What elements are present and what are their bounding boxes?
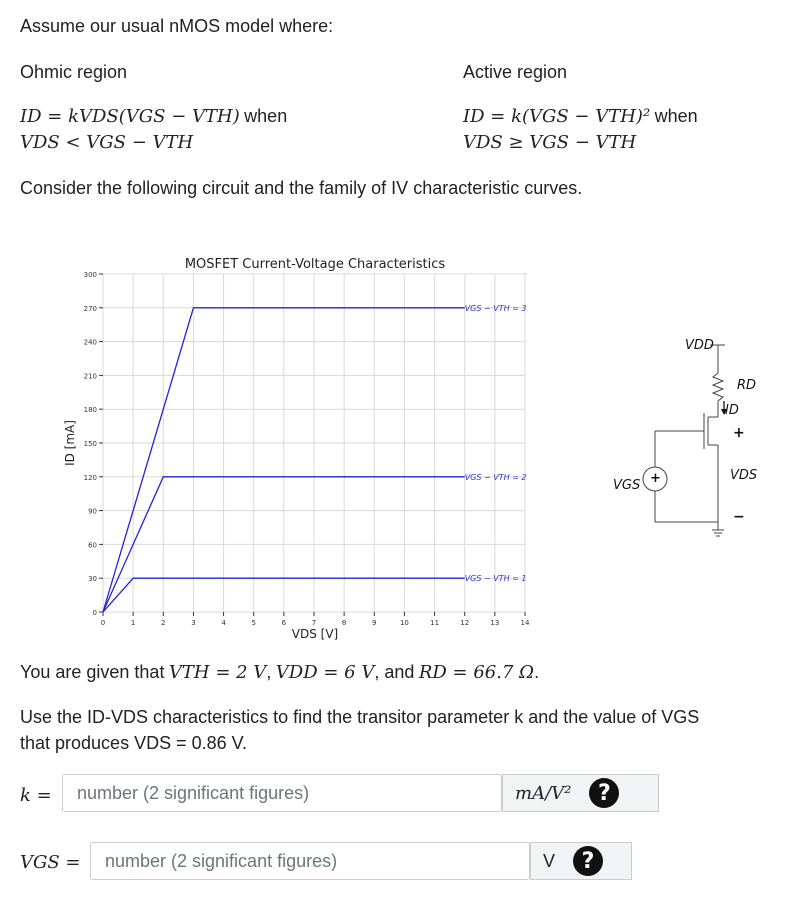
ohmic-title: Ohmic region [20, 62, 128, 82]
vds-minus: − [733, 509, 745, 525]
y-tick-label: 150 [83, 440, 97, 448]
ohmic-when: when [244, 106, 288, 126]
x-tick-label: 13 [490, 619, 500, 627]
series-label: VGS − VTH = 1 [464, 574, 527, 584]
chart-ylabel: ID [mA] [63, 420, 77, 466]
given-vth: VTH = 2 V [168, 662, 267, 683]
iv-chart [60, 250, 560, 650]
given-prefix: You are given that [20, 662, 165, 682]
vdd-label: VDD [685, 338, 714, 353]
given-sep: , [266, 662, 272, 682]
mosfet-circuit [600, 325, 800, 545]
series-label: VGS − VTH = 3 [464, 303, 527, 313]
k-unit: mA/V² [515, 782, 572, 804]
active-condition: VDS ≥ VGS − VTH [463, 132, 637, 153]
x-tick-label: 1 [130, 619, 136, 627]
active-title: Active region [463, 62, 568, 82]
y-tick-label: 270 [83, 304, 97, 313]
question-line1: Use the ID-VDS characteristics to find the transitor parameter k and the value of VGS [20, 707, 700, 727]
vgs-unit-group [530, 842, 632, 880]
vgs-label: VGS [613, 478, 641, 493]
vgs-answer-label: VGS = [20, 852, 81, 873]
rd-label: RD [737, 378, 757, 393]
x-tick-label: 11 [430, 619, 440, 627]
k-help-icon[interactable]: ? [589, 778, 619, 808]
x-tick-label: 6 [281, 619, 287, 627]
x-tick-label: 4 [221, 619, 226, 627]
y-tick-label: 240 [83, 338, 97, 347]
ohmic-condition: VDS < VGS − VTH [20, 132, 194, 153]
given-vdd: VDD = 6 V [275, 662, 375, 683]
y-tick-label: 120 [83, 473, 97, 482]
intro-assume: Assume our usual nMOS model where: [20, 16, 334, 36]
x-tick-label: 8 [341, 619, 347, 627]
resistor-rd [713, 373, 723, 401]
intro-consider: Consider the following circuit and the family of IV characteristic curves. [20, 178, 583, 198]
y-tick-label: 30 [88, 575, 97, 584]
given-end: . [534, 662, 540, 682]
chart-xlabel: VDS [V] [291, 627, 339, 641]
y-tick-label: 90 [88, 507, 97, 516]
x-tick-label: 12 [460, 619, 470, 627]
x-tick-label: 3 [191, 619, 196, 627]
y-tick-label: 0 [92, 609, 97, 617]
given-and: , and [374, 662, 415, 682]
chart-title: MOSFET Current-Voltage Characteristics [184, 257, 446, 272]
vgs-plus: + [650, 471, 661, 486]
k-input[interactable]: number (2 significant figures) [62, 774, 502, 812]
series-label: VGS − VTH = 2 [464, 472, 527, 482]
y-tick-label: 60 [88, 541, 97, 550]
y-tick-label: 300 [83, 271, 97, 279]
active-equation [463, 106, 698, 127]
x-tick-label: 5 [251, 619, 256, 627]
y-tick-label: 180 [83, 406, 97, 415]
x-tick-label: 2 [161, 619, 166, 627]
given-rd: RD = 66.7 Ω [418, 662, 535, 683]
x-tick-label: 10 [399, 619, 409, 627]
x-tick-label: 0 [100, 619, 106, 627]
active-when: when [654, 106, 698, 126]
active-eq-text: ID = k(VGS − VTH)² [463, 106, 651, 127]
vds-plus: + [733, 425, 745, 441]
vds-label: VDS [730, 468, 758, 483]
vgs-input[interactable]: number (2 significant figures) [90, 842, 530, 880]
question-line2: that produces VDS = 0.86 V. [20, 733, 247, 753]
x-tick-label: 14 [520, 619, 530, 627]
vgs-help-icon[interactable]: ? [573, 846, 603, 876]
ohmic-equation [20, 106, 287, 127]
x-tick-label: 9 [372, 619, 377, 627]
k-label: k = [20, 785, 52, 806]
y-tick-label: 210 [83, 372, 97, 381]
ohmic-eq-text: ID = kVDS(VGS − VTH) [20, 106, 240, 127]
id-label: ID [725, 403, 739, 418]
x-tick-label: 7 [311, 619, 317, 627]
k-unit-group [502, 774, 659, 812]
vgs-unit: V [543, 850, 556, 871]
given-line [20, 662, 539, 683]
